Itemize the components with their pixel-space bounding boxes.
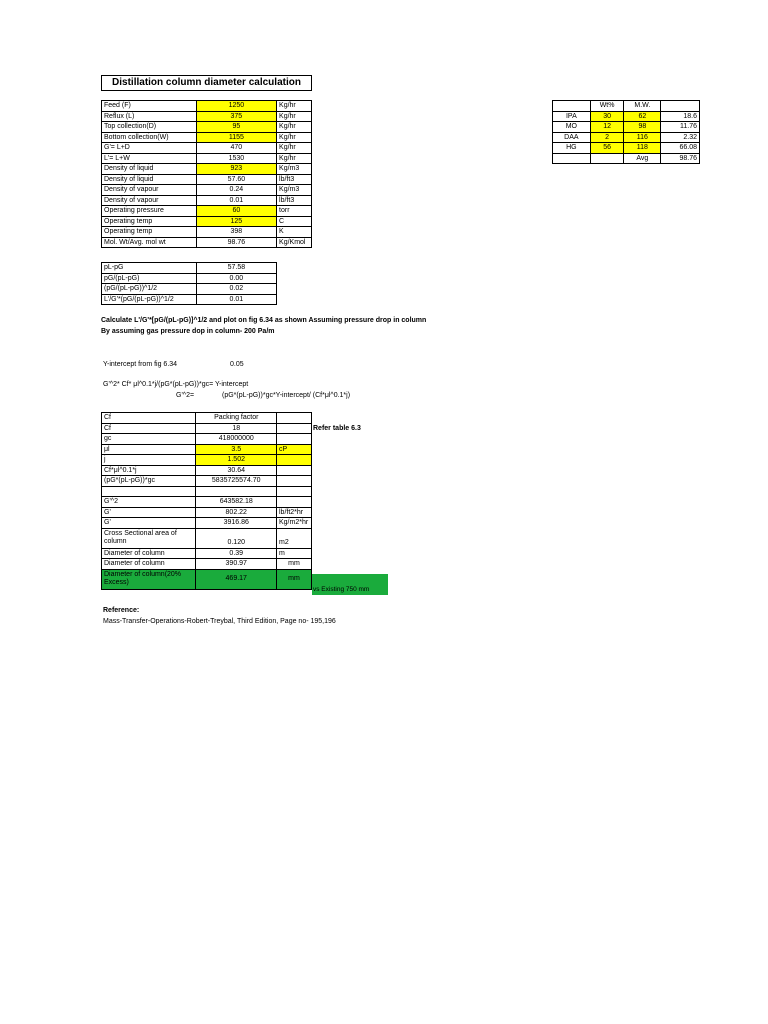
reference-text: Mass-Transfer-Operations-Robert-Treybal, Third Edition, Page no- 195,196 [103, 618, 336, 625]
packing-calculation-table [101, 412, 312, 590]
table-row [102, 548, 312, 559]
table-row [102, 132, 312, 143]
component-weighted-value: 2.32 [661, 132, 700, 143]
table-row [102, 444, 312, 455]
packing-label: G' [102, 507, 196, 518]
table-row [102, 294, 277, 305]
component-weighted-value: 66.08 [661, 143, 700, 154]
table-row [102, 465, 312, 476]
param-value: 60 [196, 206, 276, 217]
table-row [102, 237, 312, 248]
packing-label [102, 486, 196, 497]
packing-label: Cf*μl^0.1*j [102, 465, 196, 476]
table-row [102, 434, 312, 445]
packing-value: 30.64 [196, 465, 277, 476]
component-wt: 2 [590, 132, 624, 143]
avg-label: Avg [624, 153, 661, 164]
param-value: 1250 [196, 101, 276, 112]
table-row [102, 263, 277, 274]
packing-unit [277, 423, 312, 434]
packing-unit [277, 476, 312, 487]
param-unit: Kg/hr [277, 101, 312, 112]
table-row [102, 559, 312, 570]
packing-unit: Kg/m2*hr [277, 518, 312, 529]
table-row [553, 132, 700, 143]
param-label: Density of vapour [102, 185, 197, 196]
ratio-value: 57.58 [196, 263, 276, 274]
diameter-m-value: 0.39 [196, 548, 277, 559]
component-mw: 118 [624, 143, 661, 154]
component-wt: 12 [590, 122, 624, 133]
packing-label: G'^2 [102, 497, 196, 508]
component-name: MO [553, 122, 591, 133]
param-value: 95 [196, 122, 276, 133]
table-row [553, 111, 700, 122]
pressure-assumption: By assuming gas pressure dop in column- 200 Pa/m [101, 328, 275, 335]
ratio-label: (pG/(pL-pG))^1/2 [102, 284, 197, 295]
packing-unit [277, 486, 312, 497]
param-unit: lb/ft3 [277, 174, 312, 185]
packing-unit: lb/ft2*hr [277, 507, 312, 518]
table-row [102, 164, 312, 175]
component-mw: 98 [624, 122, 661, 133]
packing-label: j [102, 455, 196, 466]
table-row [102, 455, 312, 466]
packing-label: G' [102, 518, 196, 529]
calc-instruction: Calculate L'/G'*[pG/(pL-pG)]^1/2 and plot on fig 6.34 as shown Assuming pressure drop in column [101, 317, 427, 324]
param-label: Reflux (L) [102, 111, 197, 122]
param-label: Density of liquid [102, 164, 197, 175]
density-ratio-table [101, 262, 277, 305]
refer-table-note: Refer table 6.3 [313, 425, 361, 432]
table-row [102, 143, 312, 154]
formula-lhs: G'^2= [176, 392, 195, 399]
diameter-excess-label: Diameter of column(20% Excess) [102, 569, 196, 589]
table-row [102, 122, 312, 133]
component-name: IPA [553, 111, 591, 122]
sheet-title: Distillation column diameter calculation [101, 75, 312, 91]
param-unit: Kg/m3 [277, 185, 312, 196]
ratio-label: pG/(pL-pG) [102, 273, 197, 284]
diameter-mm-unit: mm [277, 559, 312, 570]
area-unit: m2 [277, 528, 312, 548]
input-parameters-table [101, 100, 312, 248]
component-mw: 62 [624, 111, 661, 122]
diameter-mm-label: Diameter of column [102, 559, 196, 570]
diameter-m-unit: m [277, 548, 312, 559]
table-row [102, 273, 277, 284]
table-row [102, 185, 312, 196]
ratio-label: L'/G'*(pG/(pL-pG))^1/2 [102, 294, 197, 305]
param-value: 1155 [196, 132, 276, 143]
param-value: 0.01 [196, 195, 276, 206]
correlation-formula: G'^2* Cf* μl^0.1*j/(pG*(pL-pG))*gc= Y-intercept [103, 381, 249, 388]
comp-header [661, 101, 700, 112]
diameter-mm-value: 390.97 [196, 559, 277, 570]
component-wt: 30 [590, 111, 624, 122]
param-unit: lb/ft3 [277, 195, 312, 206]
packing-unit [277, 434, 312, 445]
param-unit: Kg/hr [277, 143, 312, 154]
table-row [102, 174, 312, 185]
y-intercept-value: 0.05 [230, 361, 244, 368]
comp-header: Wt% [590, 101, 624, 112]
reference-heading: Reference: [103, 607, 140, 614]
packing-value: 1.502 [196, 455, 277, 466]
param-unit: Kg/Kmol [277, 237, 312, 248]
param-label: Density of liquid [102, 174, 197, 185]
param-unit: Kg/hr [277, 122, 312, 133]
component-weighted-value: 18.6 [661, 111, 700, 122]
packing-value: 18 [196, 423, 277, 434]
param-label: Feed (F) [102, 101, 197, 112]
comp-blank [590, 153, 624, 164]
diameter-excess-unit: mm [277, 569, 312, 589]
component-wt: 56 [590, 143, 624, 154]
table-row [102, 153, 312, 164]
param-label: Mol. Wt/Avg. mol wt [102, 237, 197, 248]
param-label: Operating temp [102, 216, 197, 227]
diameter-excess-value: 469.17 [196, 569, 277, 589]
packing-value [196, 486, 277, 497]
param-label: Operating pressure [102, 206, 197, 217]
param-value: 375 [196, 111, 276, 122]
packing-value: 5835725574.70 [196, 476, 277, 487]
packing-unit [277, 413, 312, 424]
packing-unit: cP [277, 444, 312, 455]
packing-value: 643582.18 [196, 497, 277, 508]
comp-header: M.W. [624, 101, 661, 112]
param-value: 57.60 [196, 174, 276, 185]
packing-value: Packing factor [196, 413, 277, 424]
param-value: 98.76 [196, 237, 276, 248]
table-row [553, 101, 700, 112]
table-row [102, 227, 312, 238]
area-label: Cross Sectional area of column [102, 528, 196, 548]
table-row [102, 206, 312, 217]
param-label: G'= L+D [102, 143, 197, 154]
existing-diameter-note: vs Existing 750 mm [312, 574, 388, 595]
ratio-value: 0.00 [196, 273, 276, 284]
table-row [102, 284, 277, 295]
param-label: Top collection(D) [102, 122, 197, 133]
packing-label: Cf [102, 423, 196, 434]
table-row [553, 153, 700, 164]
diameter-m-label: Diameter of column [102, 548, 196, 559]
packing-unit [277, 497, 312, 508]
param-unit: Kg/hr [277, 111, 312, 122]
table-row [102, 111, 312, 122]
ratio-value: 0.01 [196, 294, 276, 305]
table-row [102, 497, 312, 508]
component-name: HG [553, 143, 591, 154]
packing-unit [277, 455, 312, 466]
table-row [102, 569, 312, 589]
param-label: Bottom collection(W) [102, 132, 197, 143]
table-row [553, 122, 700, 133]
table-row [102, 423, 312, 434]
param-value: 470 [196, 143, 276, 154]
table-row [102, 101, 312, 112]
packing-label: μl [102, 444, 196, 455]
table-row [102, 507, 312, 518]
param-unit: Kg/hr [277, 153, 312, 164]
comp-blank [553, 153, 591, 164]
ratio-value: 0.02 [196, 284, 276, 295]
table-row [102, 518, 312, 529]
table-row [553, 143, 700, 154]
table-row [102, 216, 312, 227]
param-value: 398 [196, 227, 276, 238]
table-row [102, 528, 312, 548]
param-value: 0.24 [196, 185, 276, 196]
param-label: Density of vapour [102, 195, 197, 206]
param-unit: Kg/m3 [277, 164, 312, 175]
y-intercept-label: Y-intercept from fig 6.34 [103, 361, 178, 368]
param-value: 1530 [196, 153, 276, 164]
table-row [102, 486, 312, 497]
param-label: L'= L+W [102, 153, 197, 164]
composition-table [552, 100, 700, 164]
avg-value: 98.76 [661, 153, 700, 164]
table-row [102, 413, 312, 424]
ratio-label: pL-pG [102, 263, 197, 274]
packing-value: 418000000 [196, 434, 277, 445]
table-row [102, 195, 312, 206]
formula-rhs: (pG*(pL-pG))*gc*Y-intercept/ (Cf*μl^0.1*j) [222, 392, 351, 399]
param-label: Operating temp [102, 227, 197, 238]
packing-value: 3.5 [196, 444, 277, 455]
packing-label: Cf [102, 413, 196, 424]
param-unit: K [277, 227, 312, 238]
component-weighted-value: 11.76 [661, 122, 700, 133]
packing-value: 802.22 [196, 507, 277, 518]
param-unit: C [277, 216, 312, 227]
param-unit: torr [277, 206, 312, 217]
comp-header [553, 101, 591, 112]
packing-label: (pG*(pL-pG))*gc [102, 476, 196, 487]
packing-label: gc [102, 434, 196, 445]
component-mw: 116 [624, 132, 661, 143]
component-name: DAA [553, 132, 591, 143]
param-value: 125 [196, 216, 276, 227]
packing-unit [277, 465, 312, 476]
table-row [102, 476, 312, 487]
packing-value: 3916.86 [196, 518, 277, 529]
param-unit: Kg/hr [277, 132, 312, 143]
param-value: 923 [196, 164, 276, 175]
area-value: 0.120 [196, 528, 277, 548]
